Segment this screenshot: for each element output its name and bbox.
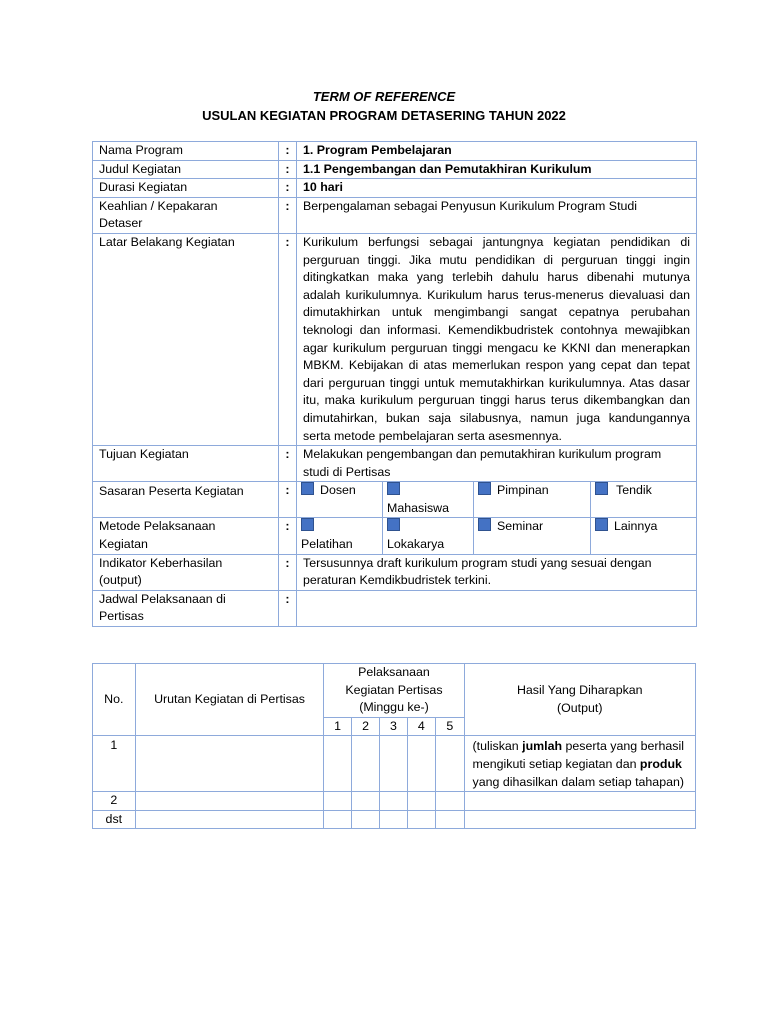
option-mahasiswa-label: Mahasiswa xyxy=(387,500,449,515)
row-metode xyxy=(93,518,697,554)
header-pelaksanaan-line3: (Minggu ke-) xyxy=(359,700,429,715)
value-nama-program: 1. Program Pembelajaran xyxy=(297,142,697,161)
separator: : xyxy=(279,554,297,590)
label-jadwal xyxy=(93,590,279,626)
checkbox-icon xyxy=(301,518,314,531)
row-week-cell xyxy=(351,736,379,792)
option-seminar[interactable] xyxy=(474,518,591,554)
row-nama-program xyxy=(93,142,697,161)
header-pelaksanaan-line2: Kegiatan Pertisas xyxy=(345,682,443,697)
label-nama-program: Nama Program xyxy=(93,142,279,161)
checkbox-icon xyxy=(387,482,400,495)
option-tendik[interactable] xyxy=(591,482,697,518)
schedule-row-2 xyxy=(93,792,696,811)
label-indikator-line1: Indikator Keberhasilan xyxy=(99,555,223,570)
week-2: 2 xyxy=(351,717,379,736)
row-no: dst xyxy=(93,810,136,829)
option-tendik-label: Tendik xyxy=(616,483,652,498)
label-indikator-line2: (output) xyxy=(99,573,142,588)
row-week-cell xyxy=(351,792,379,811)
option-lainnya[interactable] xyxy=(591,518,697,554)
row-durasi xyxy=(93,179,697,198)
week-3: 3 xyxy=(380,717,407,736)
option-lokakarya-label: Lokakarya xyxy=(387,537,445,552)
separator: : xyxy=(279,179,297,198)
row-week-cell xyxy=(324,792,351,811)
label-keahlian-line1: Keahlian / Kepakaran xyxy=(99,198,218,213)
header-no: No. xyxy=(93,664,136,736)
row-week-cell xyxy=(324,810,351,829)
separator: : xyxy=(279,233,297,445)
separator: : xyxy=(279,197,297,233)
week-1: 1 xyxy=(324,717,351,736)
option-pimpinan[interactable] xyxy=(474,482,591,518)
label-tujuan: Tujuan Kegiatan xyxy=(93,446,279,482)
row-week-cell xyxy=(380,810,407,829)
value-jadwal xyxy=(297,590,697,626)
doc-subtitle: USULAN KEGIATAN PROGRAM DETASERING TAHUN 2022 xyxy=(202,108,566,123)
value-indikator: Tersusunnya draft kurikulum program studi yang sesuai dengan peraturan Kemdikbudristek terkini. xyxy=(297,554,697,590)
hasil-bold-jumlah: jumlah xyxy=(522,739,563,754)
row-urutan xyxy=(135,810,324,829)
label-judul-kegiatan: Judul Kegiatan xyxy=(93,160,279,179)
row-week-cell xyxy=(351,810,379,829)
option-dosen-label: Dosen xyxy=(320,483,356,498)
value-tujuan: Melakukan pengembangan dan pemutakhiran kurikulum program studi di Pertisas xyxy=(297,446,697,482)
header-hasil-line1: Hasil Yang Diharapkan xyxy=(516,683,643,698)
row-keahlian xyxy=(93,197,697,233)
separator: : xyxy=(279,590,297,626)
row-jadwal xyxy=(93,590,697,626)
row-week-cell xyxy=(407,792,435,811)
row-urutan xyxy=(135,792,324,811)
option-seminar-label: Seminar xyxy=(497,519,544,534)
label-metode xyxy=(93,518,279,554)
value-keahlian: Berpengalaman sebagai Penyusun Kurikulum Program Studi xyxy=(297,197,697,233)
row-week-cell xyxy=(324,736,351,792)
row-hasil xyxy=(464,792,695,811)
row-urutan xyxy=(135,736,324,792)
header-hasil xyxy=(464,664,695,736)
row-week-cell xyxy=(407,736,435,792)
label-keahlian xyxy=(93,197,279,233)
separator: : xyxy=(279,142,297,161)
week-5: 5 xyxy=(436,717,464,736)
hasil-bold-produk: produk xyxy=(639,756,682,771)
checkbox-icon xyxy=(478,518,491,531)
checkbox-icon xyxy=(595,518,608,531)
option-pimpinan-label: Pimpinan xyxy=(497,483,549,498)
row-week-cell xyxy=(380,792,407,811)
label-jadwal-line1: Jadwal Pelaksanaan di xyxy=(99,591,226,606)
row-week-cell xyxy=(436,810,464,829)
header-pelaksanaan xyxy=(324,664,464,718)
row-indikator xyxy=(93,554,697,590)
row-latar-belakang xyxy=(93,233,697,445)
row-week-cell xyxy=(436,792,464,811)
option-pelatihan-label: Pelatihan xyxy=(301,537,353,552)
checkbox-icon xyxy=(301,482,314,495)
row-no: 1 xyxy=(93,736,136,792)
label-metode-line2: Kegiatan xyxy=(99,537,148,552)
row-no: 2 xyxy=(93,792,136,811)
label-sasaran: Sasaran Peserta Kegiatan xyxy=(93,482,279,518)
row-tujuan xyxy=(93,446,697,482)
hasil-text: peserta yang berhasil mengikuti setiap kegiatan dan xyxy=(472,739,684,771)
hasil-text: (tuliskan xyxy=(472,739,523,754)
row-week-cell xyxy=(436,736,464,792)
separator: : xyxy=(279,160,297,179)
row-week-cell xyxy=(407,810,435,829)
value-judul-kegiatan: 1.1 Pengembangan dan Pemutakhiran Kurikulum xyxy=(297,160,697,179)
row-judul-kegiatan xyxy=(93,160,697,179)
row-sasaran xyxy=(93,482,697,518)
value-durasi: 10 hari xyxy=(297,179,697,198)
row-hasil xyxy=(464,736,695,792)
hasil-text: yang dihasilkan dalam setiap tahapan) xyxy=(472,774,685,789)
option-pelatihan[interactable] xyxy=(297,518,383,554)
schedule-table xyxy=(92,663,696,829)
tor-table xyxy=(92,141,697,627)
checkbox-icon xyxy=(595,482,608,495)
label-latar-belakang: Latar Belakang Kegiatan xyxy=(93,233,279,445)
row-week-cell xyxy=(380,736,407,792)
option-mahasiswa[interactable] xyxy=(383,482,474,518)
separator: : xyxy=(279,446,297,482)
label-metode-line1: Metode Pelaksanaan xyxy=(99,519,216,534)
label-jadwal-line2: Pertisas xyxy=(99,609,144,624)
header-urutan: Urutan Kegiatan di Pertisas xyxy=(135,664,324,736)
separator: : xyxy=(279,482,297,518)
checkbox-icon xyxy=(387,518,400,531)
label-keahlian-line2: Detaser xyxy=(99,216,143,231)
option-dosen[interactable] xyxy=(297,482,383,518)
separator: : xyxy=(279,518,297,554)
week-4: 4 xyxy=(407,717,435,736)
option-lainnya-label: Lainnya xyxy=(614,519,658,534)
label-indikator xyxy=(93,554,279,590)
schedule-header-row xyxy=(93,664,696,718)
schedule-row-1 xyxy=(93,736,696,792)
option-lokakarya[interactable] xyxy=(383,518,474,554)
header-hasil-line2: (Output) xyxy=(557,700,603,715)
checkbox-icon xyxy=(478,482,491,495)
header-pelaksanaan-line1: Pelaksanaan xyxy=(358,665,430,679)
value-latar-belakang: Kurikulum berfungsi sebagai jantungnya kegiatan pendidikan di perguruan tinggi. Jika mutu pendidikan di perguruan tinggi ingin ditingkatkan maka yang terlebih dahulu harus dibenahi mutunya adalah kurikulumnya. Kurikulum harus terus-menerus dievaluasi dan dimutakhirkan untuk mengimbangi sangat cepatnya perubahan teknologi dan informasi. Kemendikbudristek contohnya mewajibkan agar kurikulum perguruan tinggi mengacu ke KKNI dan menerapkan MBKM. Kebijakan di atas memerlukan respon yang cepat dan tepat dari perguruan tinggi untuk memutakhirkan kurikulumnya. Atas dasar itu, maka kurikulum perguruan tinggi harus terus dikembangkan dan dimutahirkan, bukan saja silabusnya, namun juga kandungannya serta metode pembelajaran serta asesmennya. xyxy=(297,233,697,445)
schedule-row-dst xyxy=(93,810,696,829)
label-durasi: Durasi Kegiatan xyxy=(93,179,279,198)
row-hasil xyxy=(464,810,695,829)
doc-title: TERM OF REFERENCE xyxy=(312,89,456,104)
